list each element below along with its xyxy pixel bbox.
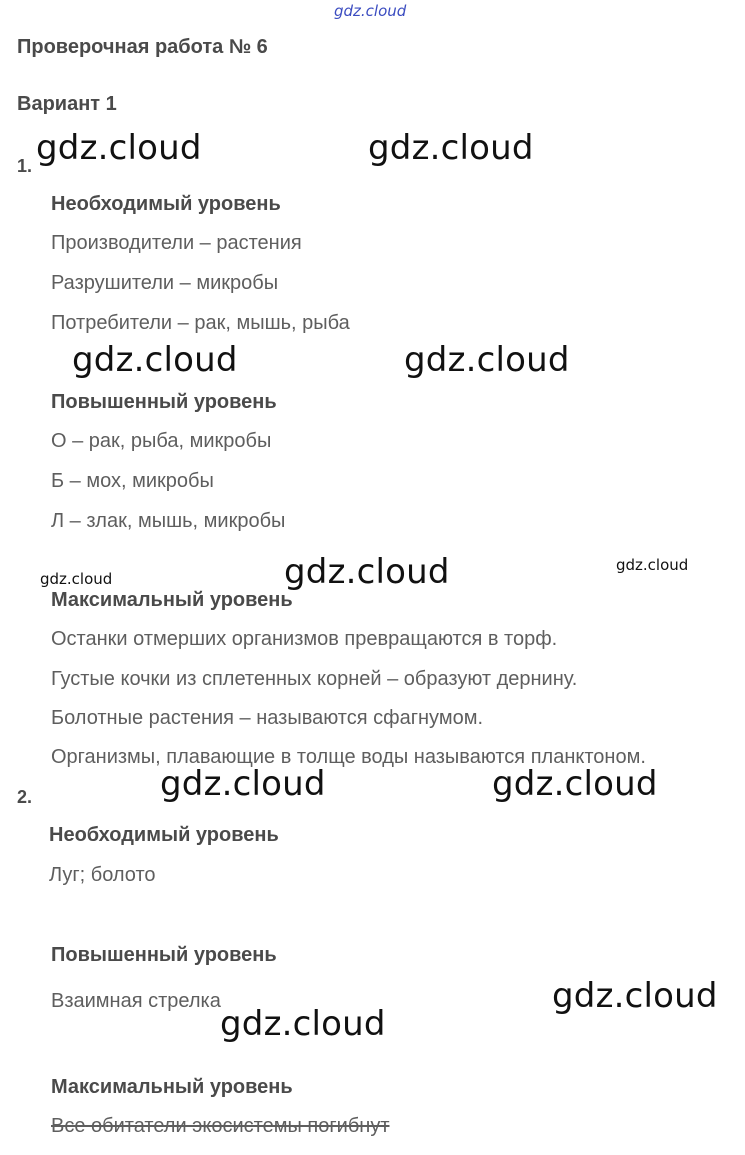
variant-label: Вариант 1 [17, 93, 117, 115]
task-number: 2. [17, 787, 33, 807]
watermark-small: gdz.cloud [40, 570, 113, 588]
watermark: gdz.cloud [220, 1004, 386, 1044]
answer-line: Л – злак, мышь, микробы [51, 510, 286, 532]
watermark: gdz.cloud [368, 128, 534, 168]
page-title: Проверочная работа № 6 [17, 36, 268, 58]
level-heading: Необходимый уровень [49, 824, 279, 846]
level-heading: Максимальный уровень [51, 589, 293, 611]
answer-line: О – рак, рыба, микробы [51, 430, 272, 452]
level-heading: Повышенный уровень [51, 944, 277, 966]
watermark-top: gdz.cloud [334, 2, 407, 20]
answer-line: Производители – растения [51, 232, 302, 254]
answer-line: Все обитатели экосистемы погибнут [51, 1115, 390, 1137]
task-number: 1. [17, 156, 33, 176]
watermark: gdz.cloud [404, 340, 570, 380]
answer-line: Потребители – рак, мышь, рыба [51, 312, 350, 334]
answer-line: Организмы, плавающие в толще воды называются планктоном. [51, 746, 646, 768]
level-heading: Повышенный уровень [51, 391, 277, 413]
answer-line: Останки отмерших организмов превращаются в торф. [51, 628, 558, 650]
answer-line: Густые кочки из сплетенных корней – образуют дернину. [51, 668, 578, 690]
answer-line: Болотные растения – называются сфагнумом. [51, 707, 484, 729]
watermark: gdz.cloud [284, 552, 450, 592]
answer-line: Луг; болото [49, 864, 156, 886]
watermark: gdz.cloud [492, 764, 658, 804]
watermark: gdz.cloud [72, 340, 238, 380]
level-heading: Максимальный уровень [51, 1076, 293, 1098]
watermark: gdz.cloud [160, 764, 326, 804]
answer-line: Разрушители – микробы [51, 272, 279, 294]
watermark: gdz.cloud [552, 976, 718, 1016]
level-heading: Необходимый уровень [51, 193, 281, 215]
answer-line: Взаимная стрелка [51, 990, 221, 1012]
watermark: gdz.cloud [36, 128, 202, 168]
answer-line: Б – мох, микробы [51, 470, 214, 492]
watermark-small: gdz.cloud [616, 556, 689, 574]
